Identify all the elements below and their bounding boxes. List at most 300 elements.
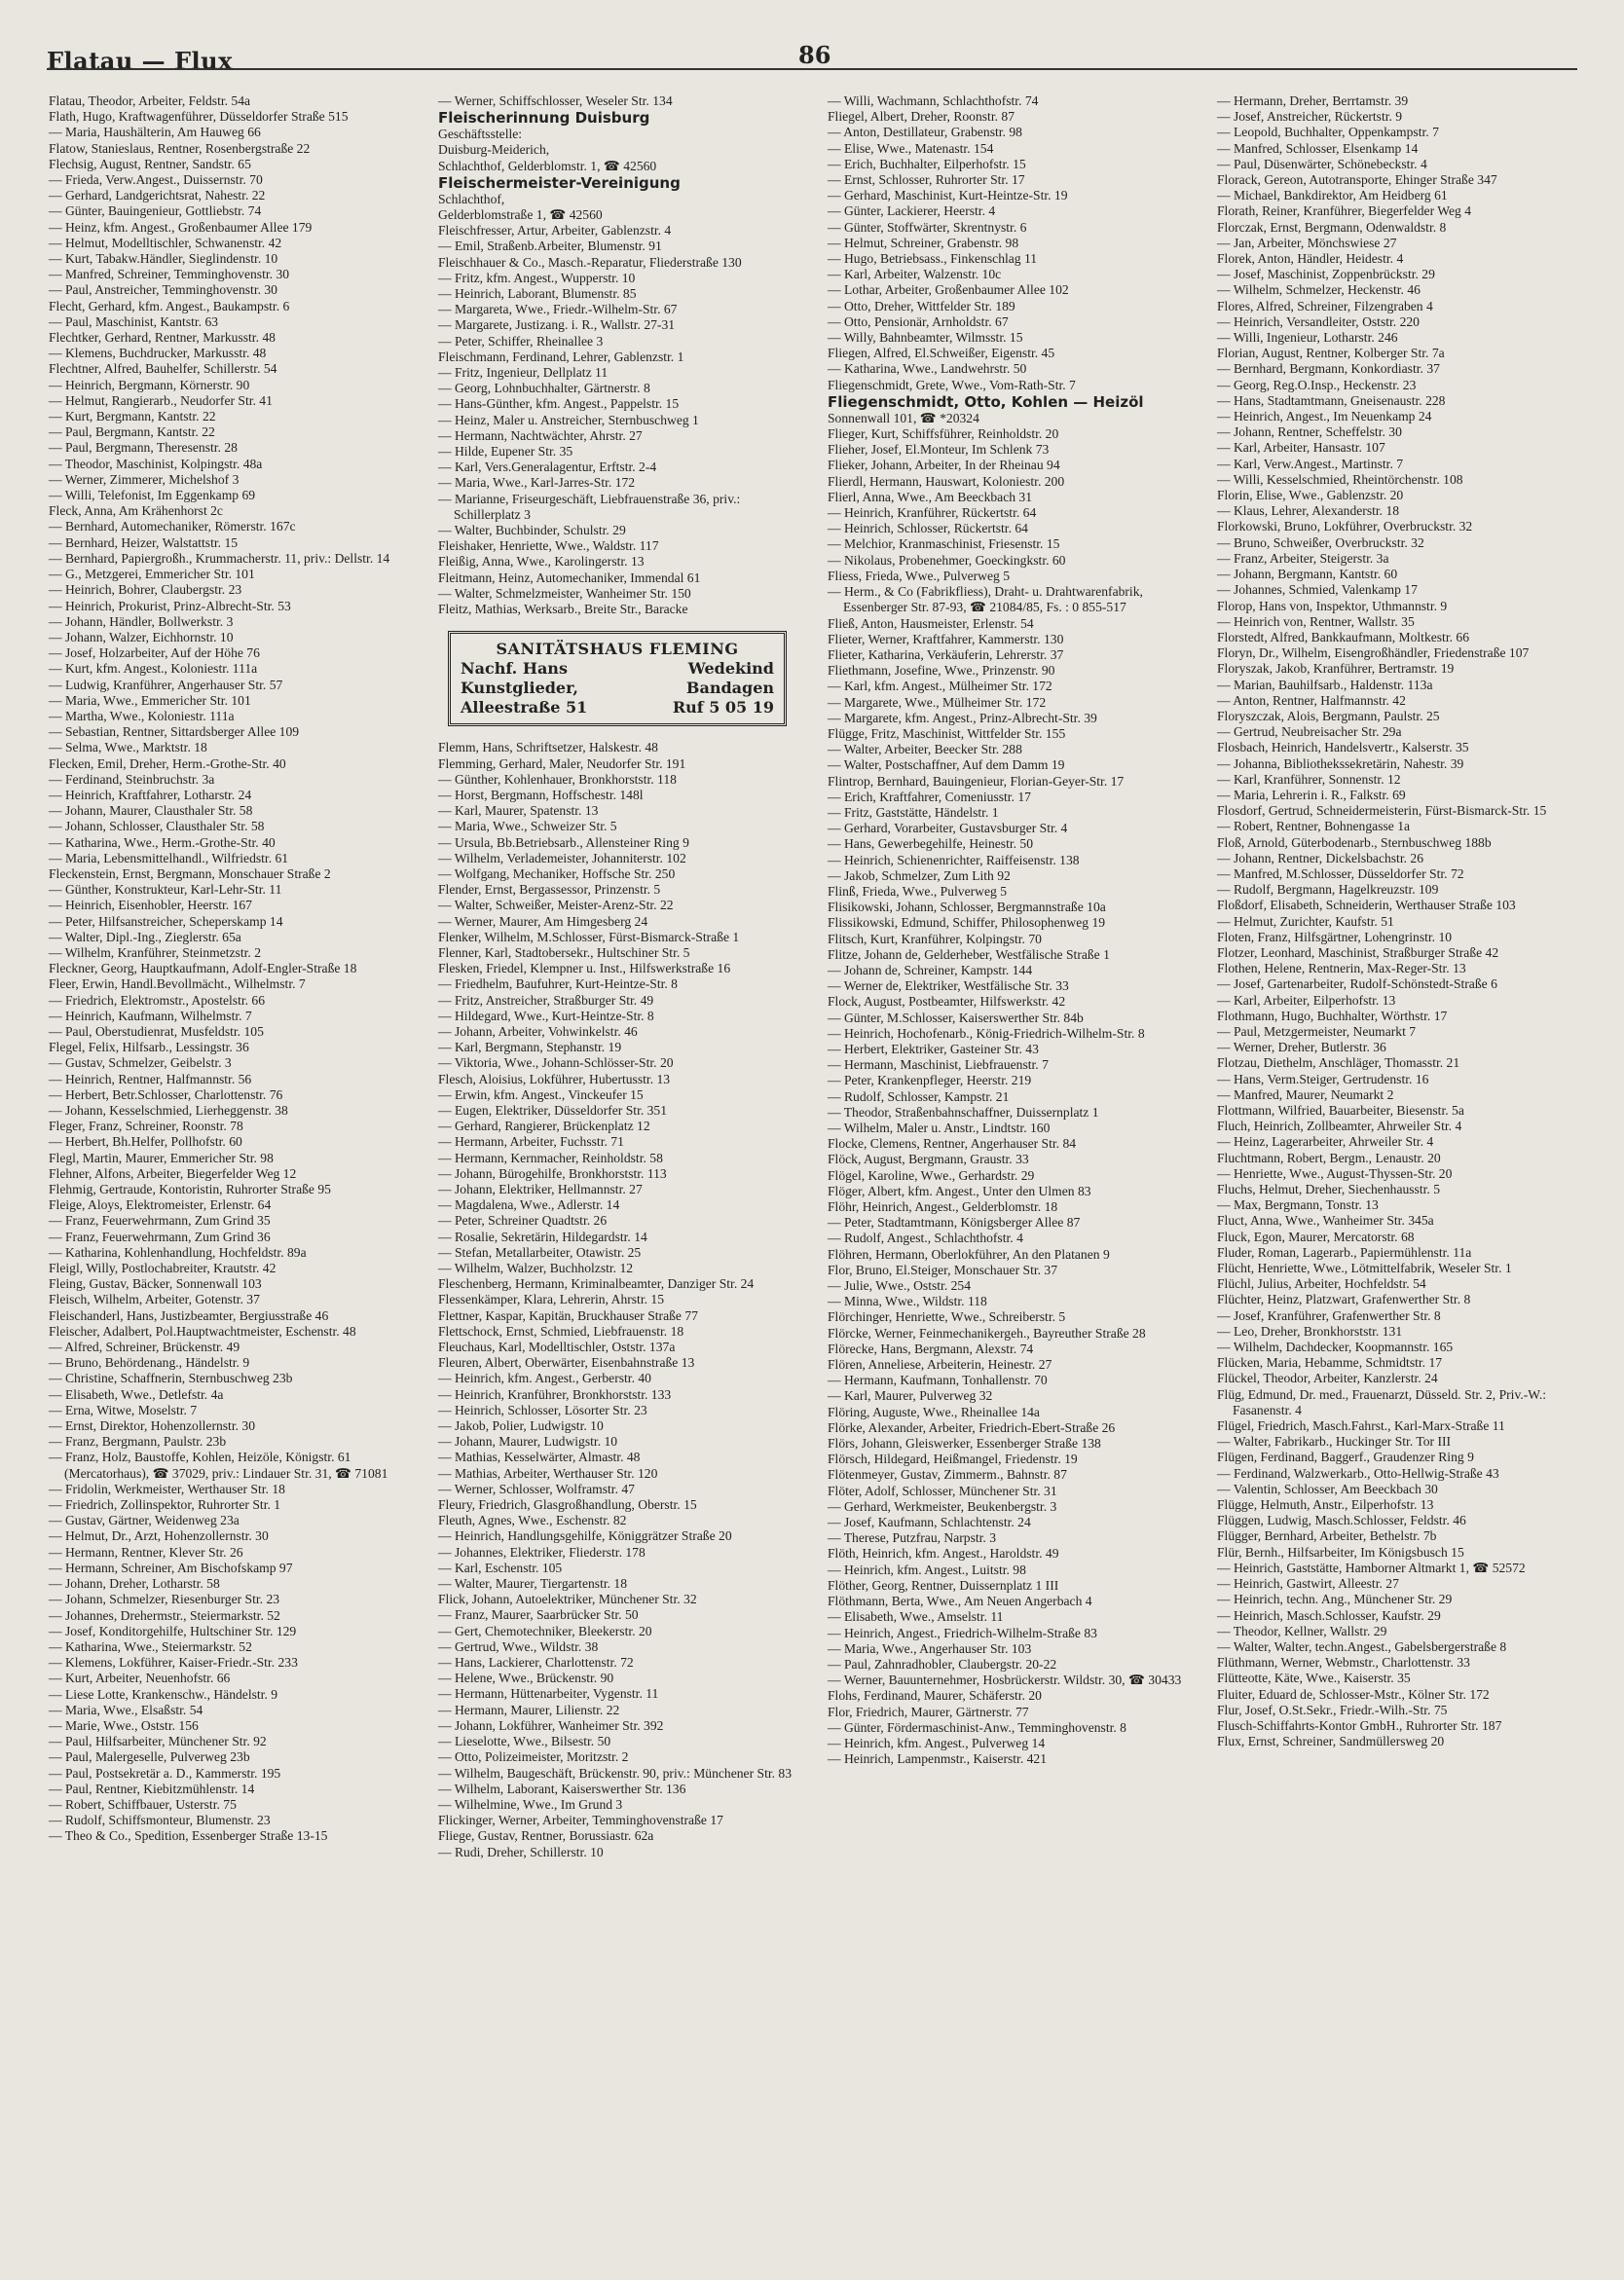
directory-heading: Fliegenschmidt, Otto, Kohlen — Heizöl bbox=[828, 392, 1144, 411]
directory-entry: Flehmig, Gertraude, Kontoristin, Ruhrorter Straße 95 bbox=[49, 1182, 331, 1197]
directory-entry: Fliege, Gustav, Rentner, Borussiastr. 62a bbox=[438, 1828, 654, 1844]
directory-entry: Flierl, Anna, Wwe., Am Beeckbach 31 bbox=[828, 489, 1033, 504]
directory-entry: — Bernhard, Heizer, Walstattstr. 15 bbox=[49, 534, 239, 550]
directory-entry: — Johann, Maurer, Clausthaler Str. 58 bbox=[49, 803, 253, 819]
directory-entry: Flechtner, Alfred, Bauhelfer, Schillerstr. 54 bbox=[49, 361, 277, 377]
directory-entry: Fleisch, Wilhelm, Arbeiter, Gotenstr. 37 bbox=[49, 1292, 260, 1307]
directory-entry: Flohs, Ferdinand, Maurer, Schäferstr. 20 bbox=[828, 1688, 1042, 1704]
directory-entry: — Peter, Krankenpfleger, Heerstr. 219 bbox=[828, 1073, 1032, 1088]
directory-entry: — Johann, Bürogehilfe, Bronkhorststr. 113 bbox=[438, 1165, 667, 1181]
directory-entry: — Josef, Konditorgehilfe, Hultschiner Str. 129 bbox=[49, 1623, 297, 1638]
directory-entry: — Sebastian, Rentner, Sittardsberger Allee 109 bbox=[49, 724, 300, 740]
directory-entry: — Helene, Wwe., Brückenstr. 90 bbox=[438, 1671, 614, 1686]
directory-entry: — Margareta, Wwe., Friedr.-Wilhelm-Str. 67 bbox=[438, 302, 678, 317]
directory-entry: — Paul, Rentner, Kiebitzmühlenstr. 14 bbox=[49, 1781, 255, 1796]
directory-entry: Flosbach, Heinrich, Handelsvertr., Kalserstr. 35 bbox=[1217, 740, 1469, 755]
directory-entry: — Paul, Bergmann, Theresenstr. 28 bbox=[49, 440, 238, 456]
directory-entry: — Max, Bergmann, Tonstr. 13 bbox=[1217, 1197, 1379, 1213]
directory-entry: Flörecke, Hans, Bergmann, Alexstr. 74 bbox=[828, 1341, 1034, 1356]
directory-entry: — Heinrich, Rentner, Halfmannstr. 56 bbox=[49, 1071, 252, 1086]
directory-entry: — Helmut, Modelltischler, Schwanenstr. 42 bbox=[49, 235, 282, 250]
directory-entry: — Lothar, Arbeiter, Großenbaumer Allee 102 bbox=[828, 282, 1069, 298]
directory-entry: — Georg, Lohnbuchhalter, Gärtnerstr. 8 bbox=[438, 381, 650, 396]
directory-entry: Flothen, Helene, Rentnerin, Max-Reger-Str. 13 bbox=[1217, 961, 1466, 976]
directory-entry: — Hermann, Arbeiter, Fuchsstr. 71 bbox=[438, 1134, 624, 1150]
directory-entry: Fleuchaus, Karl, Modelltischler, Oststr. 137a bbox=[438, 1340, 676, 1355]
directory-entry: Florkowski, Bruno, Lokführer, Overbruckstr. 32 bbox=[1217, 519, 1473, 534]
directory-entry: — Hermann, Kernmacher, Reinholdstr. 58 bbox=[438, 1150, 663, 1165]
directory-entry: — Wolfgang, Mechaniker, Hoffsche Str. 250 bbox=[438, 865, 676, 881]
directory-entry: — Heinrich, Kranführer, Rückertstr. 64 bbox=[828, 505, 1037, 521]
column-2 bbox=[438, 93, 798, 1860]
directory-entry: — Leo, Dreher, Bronkhorststr. 131 bbox=[1217, 1323, 1403, 1339]
directory-entry: Fleige, Aloys, Elektromeister, Erlenstr. 64 bbox=[49, 1197, 272, 1213]
directory-entry: — Ernst, Schlosser, Ruhrorter Str. 17 bbox=[828, 172, 1025, 188]
directory-entry: — Kurt, Arbeiter, Neuenhofstr. 66 bbox=[49, 1671, 231, 1686]
directory-entry: Flusch-Schiffahrts-Kontor GmbH., Ruhrorter Str. 187 bbox=[1217, 1717, 1502, 1733]
directory-entry: Flötenmeyer, Gustav, Zimmerm., Bahnstr. 87 bbox=[828, 1467, 1067, 1483]
directory-entry: — Hans-Günther, kfm. Angest., Pappelstr. 15 bbox=[438, 396, 680, 412]
directory-entry: — Johann, Kesselschmied, Lierheggenstr. 38 bbox=[49, 1103, 288, 1118]
page-number: 86 bbox=[798, 41, 831, 69]
directory-entry: — Friedrich, Zollinspektor, Ruhrorter Str. 1 bbox=[49, 1497, 281, 1513]
directory-entry: — Karl, Maurer, Pulverweg 32 bbox=[828, 1388, 993, 1404]
directory-entry: Florath, Reiner, Kranführer, Biegerfelder Weg 4 bbox=[1217, 203, 1472, 219]
directory-entry: Fleischanderl, Hans, Justizbeamter, Bergiusstraße 46 bbox=[49, 1307, 329, 1323]
directory-entry: — Maria, Lebensmittelhandl., Wilfriedstr. 61 bbox=[49, 850, 289, 865]
directory-entry: — Heinrich, Schlosser, Rückertstr. 64 bbox=[828, 521, 1028, 536]
directory-entry: — Heinrich, Gaststätte, Hamborner Altmarkt 1, ☎ 52572 bbox=[1217, 1560, 1526, 1575]
directory-entry: — Rudolf, Schiffsmonteur, Blumenstr. 23 bbox=[49, 1813, 271, 1828]
directory-entry: — Eugen, Elektriker, Düsseldorfer Str. 351 bbox=[438, 1102, 668, 1118]
directory-entry: — Wilhelm, Kranführer, Steinmetzstr. 2 bbox=[49, 944, 261, 960]
directory-entry: — Walter, Walter, techn.Angest., Gabelsbergerstraße 8 bbox=[1217, 1638, 1507, 1654]
directory-entry: Fleischer, Adalbert, Pol.Hauptwachtmeister, Eschenstr. 48 bbox=[49, 1323, 356, 1339]
directory-entry: — Ferdinand, Walzwerkarb., Otto-Hellwig-Straße 43 bbox=[1217, 1465, 1499, 1481]
ad-address: Alleestraße 51 bbox=[461, 698, 588, 717]
directory-entry: — Heinz, kfm. Angest., Großenbaumer Allee 179 bbox=[49, 219, 313, 235]
directory-entry: Flick, Johann, Autoelektriker, Münchener Str. 32 bbox=[438, 1592, 697, 1607]
directory-entry: — Ludwig, Kranführer, Angerhauser Str. 57 bbox=[49, 677, 283, 692]
directory-entry: Flemm, Hans, Schriftsetzer, Halskestr. 48 bbox=[438, 740, 658, 755]
directory-entry: — Herbert, Betr.Schlosser, Charlottenstr. 76 bbox=[49, 1086, 283, 1102]
directory-entry: Flechsig, August, Rentner, Sandstr. 65 bbox=[49, 156, 251, 171]
directory-entry: Flegl, Martin, Maurer, Emmericher Str. 98 bbox=[49, 1150, 274, 1165]
directory-entry: Flenker, Wilhelm, M.Schlosser, Fürst-Bismarck-Straße 1 bbox=[438, 929, 740, 944]
ad-text: Bandagen bbox=[685, 679, 774, 698]
directory-entry: Flöck, August, Bergmann, Graustr. 33 bbox=[828, 1152, 1029, 1167]
directory-entry: Geschäftsstelle: bbox=[438, 127, 523, 142]
directory-entry: Fliegen, Alfred, El.Schweißer, Eigenstr. 45 bbox=[828, 346, 1055, 361]
directory-entry: Flecken, Emil, Dreher, Herm.-Grothe-Str. 40 bbox=[49, 755, 286, 771]
directory-entry: — Herbert, Bh.Helfer, Pollhofstr. 60 bbox=[49, 1134, 242, 1150]
directory-entry: Flotzer, Leonhard, Maschinist, Straßburger Straße 42 bbox=[1217, 944, 1499, 960]
directory-entry: Fleing, Gustav, Bäcker, Sonnenwall 103 bbox=[49, 1276, 262, 1292]
directory-entry: — Therese, Putzfrau, Narpstr. 3 bbox=[828, 1530, 997, 1546]
directory-entry: — Helmut, Rangierarb., Neudorfer Str. 41 bbox=[49, 392, 273, 408]
directory-entry: — Erna, Witwe, Moselstr. 7 bbox=[49, 1402, 198, 1417]
directory-entry: — Selma, Wwe., Marktstr. 18 bbox=[49, 740, 207, 755]
directory-entry: Flörchinger, Henriette, Wwe., Schreiberstr. 5 bbox=[828, 1309, 1066, 1325]
directory-entry: Flügger, Bernhard, Arbeiter, Bethelstr. 7b bbox=[1217, 1528, 1437, 1544]
directory-entry: — Willi, Kesselschmied, Rheintörchenstr. 108 bbox=[1217, 471, 1463, 487]
ad-line-address bbox=[461, 698, 774, 717]
directory-entry: Flehner, Alfons, Arbeiter, Biegerfelder Weg 12 bbox=[49, 1165, 297, 1181]
directory-entry: — Gerhard, Landgerichtsrat, Nahestr. 22 bbox=[49, 188, 266, 203]
directory-entry: — Theo & Co., Spedition, Essenberger Straße 13-15 bbox=[49, 1828, 328, 1844]
directory-entry: — Maria, Lehrerin i. R., Falkstr. 69 bbox=[1217, 787, 1406, 802]
directory-entry: — Heinrich, Hochofenarb., König-Friedrich-Wilhelm-Str. 8 bbox=[828, 1025, 1145, 1041]
directory-entry: — Mathias, Arbeiter, Werthauser Str. 120 bbox=[438, 1465, 658, 1481]
directory-entry: Fliegenschmidt, Grete, Wwe., Vom-Rath-Str. 7 bbox=[828, 377, 1076, 392]
directory-entry: — Johann, Bergmann, Kantstr. 60 bbox=[1217, 567, 1398, 582]
directory-entry: — Melchior, Kranmaschinist, Friesenstr. 15 bbox=[828, 536, 1060, 552]
directory-entry: — Margarete, Wwe., Mülheimer Str. 172 bbox=[828, 694, 1047, 710]
directory-entry: Flocke, Clemens, Rentner, Angerhauser Str. 84 bbox=[828, 1136, 1077, 1152]
directory-entry: — Wilhelm, Baugeschäft, Brückenstr. 90, priv.: Münchener Str. 83 bbox=[438, 1765, 793, 1781]
directory-entry: — Rudi, Dreher, Schillerstr. 10 bbox=[438, 1844, 604, 1859]
directory-entry: — Leopold, Buchhalter, Oppenkampstr. 7 bbox=[1217, 125, 1439, 140]
directory-entry: — Walter, Schweißer, Meister-Arenz-Str. 22 bbox=[438, 898, 674, 913]
directory-entry: Fleschenberg, Hermann, Kriminalbeamter, Danziger Str. 24 bbox=[438, 1276, 755, 1292]
directory-entry: Florian, August, Rentner, Kolberger Str. 7a bbox=[1217, 346, 1445, 361]
directory-entry: Flur, Josef, O.St.Sekr., Friedr.-Wilh.-Str. 75 bbox=[1217, 1702, 1448, 1717]
directory-entry: — Horst, Bergmann, Hoffschestr. 148l bbox=[438, 787, 644, 802]
directory-entry: Fluct, Anna, Wwe., Wanheimer Str. 345a bbox=[1217, 1213, 1434, 1229]
directory-entry: — Paul, Oberstudienrat, Musfeldstr. 105 bbox=[49, 1023, 264, 1039]
directory-entry: — Fridolin, Werkmeister, Werthauser Str. 18 bbox=[49, 1481, 285, 1496]
directory-entry: — Hans, Gewerbegehilfe, Heinestr. 50 bbox=[828, 836, 1034, 852]
directory-entry: — Gustav, Gärtner, Weidenweg 23a bbox=[49, 1513, 240, 1528]
directory-entry: — Elisabeth, Wwe., Detlefstr. 4a bbox=[49, 1386, 224, 1402]
directory-entry: — Wilhelm, Schmelzer, Heckenstr. 46 bbox=[1217, 282, 1421, 298]
directory-entry: — Walter, Arbeiter, Beecker Str. 288 bbox=[828, 742, 1022, 757]
directory-entry: Florin, Elise, Wwe., Gablenzstr. 20 bbox=[1217, 488, 1404, 503]
directory-entry: Fleißig, Anna, Wwe., Karolingerstr. 13 bbox=[438, 554, 645, 570]
directory-entry: — Heinrich, Schienenrichter, Raiffeisenstr. 138 bbox=[828, 852, 1080, 867]
directory-entry: — Josef, Maschinist, Zoppenbrückstr. 29 bbox=[1217, 267, 1435, 282]
directory-entry: Fliegel, Albert, Dreher, Roonstr. 87 bbox=[828, 109, 1015, 125]
directory-entry: — Peter, Hilfsanstreicher, Scheperskamp 14 bbox=[49, 913, 283, 929]
directory-entry: Flücht, Henriette, Wwe., Lötmittelfabrik, Weseler Str. 1 bbox=[1217, 1261, 1512, 1276]
directory-entry: Schlachthof, bbox=[438, 191, 505, 206]
directory-entry: — Erwin, kfm. Angest., Vinckeufer 15 bbox=[438, 1086, 644, 1102]
directory-entry: Fliethmann, Josefine, Wwe., Prinzenstr. 90 bbox=[828, 663, 1055, 679]
directory-entry: Fleer, Erwin, Handl.Bevollmächt., Wilhelmstr. 7 bbox=[49, 976, 306, 992]
directory-entry: — Walter, Dipl.-Ing., Zieglerstr. 65a bbox=[49, 929, 241, 944]
directory-entry: — Josef, Holzarbeiter, Auf der Höhe 76 bbox=[49, 645, 260, 661]
directory-entry: Flores, Alfred, Schreiner, Filzengraben 4 bbox=[1217, 298, 1433, 313]
directory-entry: Flöhren, Hermann, Oberlokführer, An den Platanen 9 bbox=[828, 1246, 1110, 1262]
directory-entry: — Klaus, Lehrer, Alexanderstr. 18 bbox=[1217, 503, 1400, 519]
directory-entry: — Hans, Stadtamtmann, Gneisenaustr. 228 bbox=[1217, 392, 1446, 408]
directory-entry: — Liese Lotte, Krankenschw., Händelstr. 9 bbox=[49, 1686, 278, 1702]
directory-entry: — Wilhelm, Verlademeister, Johanniterstr. 102 bbox=[438, 850, 686, 865]
directory-entry: Flögel, Karoline, Wwe., Gerhardstr. 29 bbox=[828, 1167, 1035, 1183]
directory-entry: — Walter, Postschaffner, Auf dem Damm 19 bbox=[828, 757, 1065, 773]
directory-entry: — Elisabeth, Wwe., Amselstr. 11 bbox=[828, 1609, 1004, 1625]
directory-entry: Flisikowski, Johann, Schlosser, Bergmannstraße 10a bbox=[828, 900, 1106, 915]
directory-entry: Fluchtmann, Robert, Bergm., Lenaustr. 20 bbox=[1217, 1150, 1441, 1165]
directory-entry: — Klemens, Buchdrucker, Markusstr. 48 bbox=[49, 346, 267, 361]
directory-entry: — Rosalie, Sekretärin, Hildegardstr. 14 bbox=[438, 1229, 647, 1244]
directory-entry: Fluder, Roman, Lagerarb., Papiermühlenstr. 11a bbox=[1217, 1244, 1472, 1260]
ad-text: Kunstglieder, bbox=[461, 679, 578, 698]
directory-entry: Floryszak, Jakob, Kranführer, Bertramstr. 19 bbox=[1217, 661, 1455, 677]
directory-entry: Flieter, Werner, Kraftfahrer, Kammerstr. 130 bbox=[828, 631, 1064, 646]
column-1 bbox=[49, 93, 409, 1845]
directory-entry: Floß, Arnold, Güterbodenarb., Sternbuschweg 188b bbox=[1217, 834, 1492, 850]
directory-entry: Flörsch, Hildegard, Heißmangel, Friedenstr. 19 bbox=[828, 1452, 1078, 1467]
directory-entry: Duisburg-Meiderich, bbox=[438, 142, 550, 158]
directory-entry: Flecht, Gerhard, kfm. Angest., Baukampstr. 6 bbox=[49, 298, 290, 313]
directory-entry: — Hilde, Eupener Str. 35 bbox=[438, 444, 573, 460]
directory-entry: — Elise, Wwe., Matenastr. 154 bbox=[828, 140, 994, 156]
directory-entry: — Werner, Bauunternehmer, Hosbrückerstr. Wildstr. 30, ☎ 30433 bbox=[828, 1673, 1182, 1688]
directory-entry: Flickinger, Werner, Arbeiter, Temminghovenstraße 17 bbox=[438, 1813, 723, 1828]
directory-entry: Flügen, Ferdinand, Baggerf., Graudenzer Ring 9 bbox=[1217, 1450, 1474, 1465]
directory-entry: Flöger, Albert, kfm. Angest., Unter den Ulmen 83 bbox=[828, 1183, 1091, 1198]
directory-entry: — Heinrich, Versandleiter, Oststr. 220 bbox=[1217, 313, 1420, 329]
directory-entry: — Josef, Kranführer, Grafenwerther Str. 8 bbox=[1217, 1307, 1441, 1323]
directory-entry: Fleger, Franz, Schreiner, Roonstr. 78 bbox=[49, 1119, 243, 1134]
directory-entry: Flechtker, Gerhard, Rentner, Markusstr. 48 bbox=[49, 330, 276, 346]
directory-entry: Gelderblomstraße 1, ☎ 42560 bbox=[438, 207, 603, 223]
directory-entry: — Heinrich, Bohrer, Claubergstr. 23 bbox=[49, 582, 242, 598]
directory-entry: Flörcke, Werner, Feinmechanikergeh., Bayreuther Straße 28 bbox=[828, 1325, 1146, 1341]
directory-entry: — Maria, Wwe., Emmericher Str. 101 bbox=[49, 692, 251, 708]
directory-entry: — Bernhard, Papiergroßh., Krummacherstr. 11, priv.: Dellstr. 14 bbox=[49, 550, 390, 566]
directory-entry: — Emil, Straßenb.Arbeiter, Blumenstr. 91 bbox=[438, 239, 662, 254]
directory-entry: — Henriette, Wwe., August-Thyssen-Str. 20 bbox=[1217, 1165, 1453, 1181]
ad-line-products bbox=[461, 679, 774, 698]
directory-entry: — Peter, Schiffer, Rheinallee 3 bbox=[438, 333, 604, 349]
directory-entry: — Johann, Schmelzer, Riesenburger Str. 23 bbox=[49, 1592, 280, 1607]
directory-entry: Flütteotte, Käte, Wwe., Kaiserstr. 35 bbox=[1217, 1671, 1411, 1686]
directory-entry: — Johann, Lokführer, Wanheimer Str. 392 bbox=[438, 1717, 664, 1733]
directory-entry: — Hermann, Schreiner, Am Bischofskamp 97 bbox=[49, 1560, 293, 1575]
directory-entry: Fleckner, Georg, Hauptkaufmann, Adolf-Engler-Straße 18 bbox=[49, 961, 357, 976]
directory-entry: — Karl, Bergmann, Stephanstr. 19 bbox=[438, 1040, 622, 1055]
directory-entry: — Walter, Schmelzmeister, Wanheimer Str. 150 bbox=[438, 585, 691, 601]
directory-entry: — Heinrich, Handlungsgehilfe, Königgrätzer Straße 20 bbox=[438, 1528, 732, 1544]
directory-entry: — Willi, Wachmann, Schlachthofstr. 74 bbox=[828, 93, 1039, 108]
directory-entry: — Heinrich, Angest., Friedrich-Wilhelm-Straße 83 bbox=[828, 1625, 1097, 1640]
directory-entry: Flosdorf, Gertrud, Schneidermeisterin, Fürst-Bismarck-Str. 15 bbox=[1217, 803, 1547, 819]
directory-entry: — Johann, Dreher, Lotharstr. 58 bbox=[49, 1576, 220, 1592]
directory-entry: Flath, Hugo, Kraftwagenführer, Düsseldorfer Straße 515 bbox=[49, 109, 349, 125]
directory-entry: — Maria, Wwe., Elsaßstr. 54 bbox=[49, 1702, 203, 1717]
directory-entry: Fluch, Heinrich, Zollbeamter, Ahrweiler Str. 4 bbox=[1217, 1119, 1462, 1134]
directory-entry: Flatau, Theodor, Arbeiter, Feldstr. 54a bbox=[49, 93, 251, 108]
directory-entry: Fleury, Friedrich, Glasgroßhandlung, Oberstr. 15 bbox=[438, 1497, 697, 1513]
directory-entry: — Günter, M.Schlosser, Kaiserswerther Str. 84b bbox=[828, 1010, 1084, 1025]
directory-entry: — Paul, Maschinist, Kantstr. 63 bbox=[49, 313, 219, 329]
directory-entry: — Wilhelmine, Wwe., Im Grund 3 bbox=[438, 1796, 623, 1812]
directory-entry: Fleigl, Willy, Postlochabreiter, Krautstr. 42 bbox=[49, 1261, 277, 1276]
directory-entry: — Gerhard, Vorarbeiter, Gustavsburger Str. 4 bbox=[828, 821, 1068, 836]
directory-entry: — Johannes, Drehermstr., Steiermarkstr. 52 bbox=[49, 1607, 280, 1623]
directory-entry: — Georg, Reg.O.Insp., Heckenstr. 23 bbox=[1217, 377, 1417, 392]
directory-entry: — Klemens, Lokführer, Kaiser-Friedr.-Str. 233 bbox=[49, 1655, 298, 1671]
directory-entry: Fleck, Anna, Am Krähenhorst 2c bbox=[49, 503, 223, 519]
directory-entry: — Heinrich, Schlosser, Lösorter Str. 23 bbox=[438, 1402, 647, 1417]
directory-entry: Flüggen, Ludwig, Masch.Schlosser, Feldstr. 46 bbox=[1217, 1513, 1466, 1528]
directory-entry: — Willi, Ingenieur, Lotharstr. 246 bbox=[1217, 330, 1398, 346]
directory-entry: — Manfred, Schreiner, Temminghovenstr. 30 bbox=[49, 267, 290, 282]
directory-entry: — Otto, Dreher, Wittfelder Str. 189 bbox=[828, 298, 1015, 313]
directory-entry: — Paul, Hilfsarbeiter, Münchener Str. 92 bbox=[49, 1734, 267, 1749]
directory-entry: Flitsch, Kurt, Kranführer, Kolpingstr. 70 bbox=[828, 931, 1042, 946]
directory-entry: — Maria, Wwe., Angerhauser Str. 103 bbox=[828, 1640, 1032, 1656]
directory-entry: — Ernst, Direktor, Hohenzollernstr. 30 bbox=[49, 1418, 256, 1434]
directory-entry: — Franz, Bergmann, Paulstr. 23b bbox=[49, 1434, 227, 1450]
directory-entry: — Theodor, Straßenbahnschaffner, Duissernplatz 1 bbox=[828, 1104, 1099, 1120]
directory-entry: — Jakob, Schmelzer, Zum Lith 92 bbox=[828, 867, 1011, 883]
directory-entry: — Friedrich, Elektromstr., Apostelstr. 66 bbox=[49, 992, 266, 1008]
directory-entry: — Paul, Postsekretär a. D., Kammerstr. 195 bbox=[49, 1765, 281, 1781]
directory-entry: — Karl, Maurer, Spatenstr. 13 bbox=[438, 803, 599, 819]
running-head: Flatau — Flux bbox=[47, 47, 233, 75]
directory-entry: — Heinrich von, Rentner, Wallstr. 35 bbox=[1217, 613, 1415, 629]
directory-entry: Flöther, Georg, Rentner, Duissernplatz 1 III bbox=[828, 1577, 1059, 1593]
directory-entry: — Heinrich, kfm. Angest., Luitstr. 98 bbox=[828, 1562, 1026, 1577]
directory-entry: — Karl, Eschenstr. 105 bbox=[438, 1560, 563, 1575]
directory-entry: — Hugo, Betriebsass., Finkenschlag 11 bbox=[828, 251, 1038, 267]
directory-entry: — Heinrich, kfm. Angest., Pulverweg 14 bbox=[828, 1735, 1046, 1750]
directory-entry: — Kurt, kfm. Angest., Koloniestr. 111a bbox=[49, 661, 258, 677]
directory-entry: — Frieda, Verw.Angest., Duissernstr. 70 bbox=[49, 172, 263, 188]
directory-entry: — Heinrich, Kraftfahrer, Lotharstr. 24 bbox=[49, 787, 252, 802]
directory-entry: Flieter, Katharina, Verkäuferin, Lehrerstr. 37 bbox=[828, 646, 1064, 662]
directory-entry: — Peter, Schreiner Quadtstr. 26 bbox=[438, 1213, 608, 1229]
directory-entry: — Mathias, Kesselwärter, Almastr. 48 bbox=[438, 1450, 641, 1465]
directory-entry: — Fritz, kfm. Angest., Wupperstr. 10 bbox=[438, 270, 636, 285]
directory-entry: — Heinrich, Lampenmstr., Kaiserstr. 421 bbox=[828, 1751, 1048, 1767]
directory-entry: Flöring, Auguste, Wwe., Rheinallee 14a bbox=[828, 1404, 1040, 1419]
directory-entry: Florop, Hans von, Inspektor, Uthmannstr. 9 bbox=[1217, 598, 1448, 613]
directory-entry: — Günter, Stoffwärter, Skrentnystr. 6 bbox=[828, 219, 1027, 235]
directory-entry: Flintrop, Bernhard, Bauingenieur, Florian-Geyer-Str. 17 bbox=[828, 773, 1125, 789]
directory-entry: — Heinz, Maler u. Anstreicher, Sternbuschweg 1 bbox=[438, 412, 699, 427]
directory-entry: Fluck, Egon, Maurer, Mercatorstr. 68 bbox=[1217, 1229, 1415, 1244]
directory-entry: Flor, Friedrich, Maurer, Gärtnerstr. 77 bbox=[828, 1704, 1029, 1719]
directory-entry: — Willy, Bahnbeamter, Wilmsstr. 15 bbox=[828, 330, 1023, 346]
directory-entry: — Anton, Destillateur, Grabenstr. 98 bbox=[828, 125, 1022, 140]
directory-entry: — Christine, Schaffnerin, Sternbuschweg 23b bbox=[49, 1371, 293, 1386]
directory-entry: Flux, Ernst, Schreiner, Sandmüllersweg 20 bbox=[1217, 1734, 1445, 1749]
ad-title: SANITÄTSHAUS FLEMING bbox=[496, 640, 739, 659]
directory-entry: — Gert, Chemotechniker, Bleekerstr. 20 bbox=[438, 1623, 652, 1638]
directory-entry: — Alfred, Schreiner, Brückenstr. 49 bbox=[49, 1340, 240, 1355]
directory-entry: — Margarete, Justizang. i. R., Wallstr. 27-31 bbox=[438, 317, 676, 333]
directory-entry: — Fritz, Gaststätte, Händelstr. 1 bbox=[828, 804, 999, 820]
ad-text: Nachf. Hans bbox=[461, 659, 568, 679]
directory-entry: Fluchs, Helmut, Dreher, Siechenhausstr. 5 bbox=[1217, 1182, 1440, 1197]
directory-entry: — Johann, Rentner, Dickelsbachstr. 26 bbox=[1217, 850, 1424, 865]
directory-entry: Floryn, Dr., Wilhelm, Eisengroßhändler, Friedenstraße 107 bbox=[1217, 645, 1530, 661]
directory-entry: — Josef, Kaufmann, Schlachtenstr. 24 bbox=[828, 1515, 1031, 1530]
directory-entry: Fleckenstein, Ernst, Bergmann, Monschauer Straße 2 bbox=[49, 865, 331, 881]
directory-entry: — Manfred, M.Schlosser, Düsseldorfer Str. 72 bbox=[1217, 865, 1464, 881]
directory-entry: — Erich, Kraftfahrer, Comeniusstr. 17 bbox=[828, 789, 1031, 804]
directory-entry: — Werner, Zimmerer, Michelshof 3 bbox=[49, 471, 240, 487]
directory-entry: — Heinrich, techn. Ang., Münchener Str. 29 bbox=[1217, 1592, 1453, 1607]
directory-entry: — Heinrich, Gastwirt, Alleestr. 27 bbox=[1217, 1576, 1399, 1592]
directory-entry: — Karl, Arbeiter, Hansastr. 107 bbox=[1217, 440, 1385, 456]
directory-entry: — Maria, Haushälterin, Am Hauweg 66 bbox=[49, 125, 261, 140]
directory-entry: Flenner, Karl, Stadtobersekr., Hultschiner Str. 5 bbox=[438, 944, 690, 960]
directory-entry: — Johann, Arbeiter, Vohwinkelstr. 46 bbox=[438, 1023, 638, 1039]
directory-entry: — Lieselotte, Wwe., Bilsestr. 50 bbox=[438, 1734, 611, 1749]
directory-entry: — Manfred, Maurer, Neumarkt 2 bbox=[1217, 1086, 1394, 1102]
directory-entry: — Helmut, Zurichter, Kaufstr. 51 bbox=[1217, 913, 1394, 929]
directory-entry: Flatow, Stanieslaus, Rentner, Rosenbergstraße 22 bbox=[49, 140, 311, 156]
directory-entry: — Paul, Düsenwärter, Schönebeckstr. 4 bbox=[1217, 156, 1427, 171]
directory-entry: — Bernhard, Bergmann, Konkordiastr. 37 bbox=[1217, 361, 1440, 377]
directory-entry: — Kurt, Tabakw.Händler, Sieglindenstr. 10 bbox=[49, 251, 278, 267]
directory-entry: — Werner, Schiffschlosser, Weseler Str. 134 bbox=[438, 93, 673, 108]
directory-entry: — Karl, Kranführer, Sonnenstr. 12 bbox=[1217, 771, 1401, 787]
directory-entry: Flüchl, Julius, Arbeiter, Hochfeldstr. 54 bbox=[1217, 1276, 1426, 1292]
directory-entry: — Johann, Rentner, Scheffelstr. 30 bbox=[1217, 424, 1402, 440]
directory-entry: Flegel, Felix, Hilfsarb., Lessingstr. 36 bbox=[49, 1040, 249, 1055]
directory-entry: — Bruno, Behördenang., Händelstr. 9 bbox=[49, 1355, 250, 1371]
directory-entry: — Katharina, Wwe., Steiermarkstr. 52 bbox=[49, 1638, 252, 1654]
directory-entry: — Günther, Konstrukteur, Karl-Lehr-Str. 11 bbox=[49, 882, 282, 898]
directory-entry: Flettner, Kaspar, Kapitän, Bruckhauser Straße 77 bbox=[438, 1307, 698, 1323]
directory-entry: — Paul, Bergmann, Kantstr. 22 bbox=[49, 424, 215, 440]
directory-entry: — Günter, Fördermaschinist-Anw., Temminghovenstr. 8 bbox=[828, 1719, 1126, 1735]
directory-entry: — Paul, Zahnradhobler, Claubergstr. 20-22 bbox=[828, 1656, 1057, 1672]
directory-entry: Flissikowski, Edmund, Schiffer, Philosophenweg 19 bbox=[828, 915, 1106, 931]
directory-entry: Flöthmann, Berta, Wwe., Am Neuen Angerbach 4 bbox=[828, 1594, 1092, 1609]
directory-entry: — Günter, Bauingenieur, Gottliebstr. 74 bbox=[49, 203, 262, 219]
directory-entry: Flöhr, Heinrich, Angest., Gelderblomstr. 18 bbox=[828, 1199, 1058, 1215]
directory-entry: — Franz, Arbeiter, Steigerstr. 3a bbox=[1217, 550, 1389, 566]
directory-entry: — Stefan, Metallarbeiter, Otawistr. 25 bbox=[438, 1244, 642, 1260]
directory-entry: Fleuren, Albert, Oberwärter, Eisenbahnstraße 13 bbox=[438, 1355, 695, 1371]
column-3 bbox=[828, 93, 1188, 1767]
directory-entry: Flothmann, Hugo, Buchhalter, Wörthstr. 17 bbox=[1217, 1008, 1448, 1023]
directory-entry: — Johannes, Schmied, Valenkamp 17 bbox=[1217, 582, 1418, 598]
directory-entry: — Karl, Vers.Generalagentur, Erftstr. 2-4 bbox=[438, 460, 657, 475]
directory-entry: — Marianne, Friseurgeschäft, Liebfrauenstraße 36, priv.: Schillerplatz 3 bbox=[438, 491, 741, 522]
directory-entry: Flückel, Theodor, Arbeiter, Kanzlerstr. 24 bbox=[1217, 1371, 1438, 1386]
directory-entry: Fließ, Anton, Hausmeister, Erlenstr. 54 bbox=[828, 615, 1034, 631]
directory-entry: — Theodor, Maschinist, Kolpingstr. 48a bbox=[49, 456, 263, 471]
directory-entry: Flüchter, Heinz, Platzwart, Grafenwerther Str. 8 bbox=[1217, 1292, 1471, 1307]
directory-entry: — Willi, Telefonist, Im Eggenkamp 69 bbox=[49, 488, 256, 503]
directory-entry: Fleischmann, Ferdinand, Lehrer, Gablenzstr. 1 bbox=[438, 349, 684, 364]
directory-entry: — Günter, Lackierer, Heerstr. 4 bbox=[828, 203, 996, 219]
directory-entry: — Rudolf, Schlosser, Kampstr. 21 bbox=[828, 1088, 1010, 1104]
directory-entry: — Gustav, Schmelzer, Geibelstr. 3 bbox=[49, 1055, 232, 1071]
directory-entry: — Fritz, Ingenieur, Dellplatz 11 bbox=[438, 365, 609, 381]
directory-entry: — Paul, Metzgermeister, Neumarkt 7 bbox=[1217, 1023, 1417, 1039]
directory-entry: Florack, Gereon, Autotransporte, Ehinger Straße 347 bbox=[1217, 172, 1497, 188]
directory-entry: — Johann, Elektriker, Hellmannstr. 27 bbox=[438, 1181, 643, 1196]
directory-entry: — Karl, kfm. Angest., Mülheimer Str. 172 bbox=[828, 679, 1052, 694]
directory-entry: Flierdl, Hermann, Hauswart, Koloniestr. 200 bbox=[828, 473, 1065, 489]
directory-entry: — Peter, Stadtamtmann, Königsberger Allee 87 bbox=[828, 1215, 1081, 1231]
directory-entry: — Viktoria, Wwe., Johann-Schlösser-Str. 20 bbox=[438, 1055, 674, 1071]
directory-entry: — Herm., & Co (Fabrikfliess), Draht- u. Drahtwarenfabrik, Essenberger Str. 87-93, ☎ 21084/85, Fs. : 0 855-517 bbox=[828, 584, 1143, 615]
directory-entry: — Friedhelm, Baufuhrer, Kurt-Heintze-Str. 8 bbox=[438, 976, 678, 992]
directory-entry: — Hermann, Kaufmann, Tonhallenstr. 70 bbox=[828, 1373, 1048, 1388]
directory-entry: — Günther, Kohlenhauer, Bronkhorststr. 118 bbox=[438, 771, 677, 787]
directory-entry: — Franz, Feuerwehrmann, Zum Grind 35 bbox=[49, 1213, 271, 1229]
